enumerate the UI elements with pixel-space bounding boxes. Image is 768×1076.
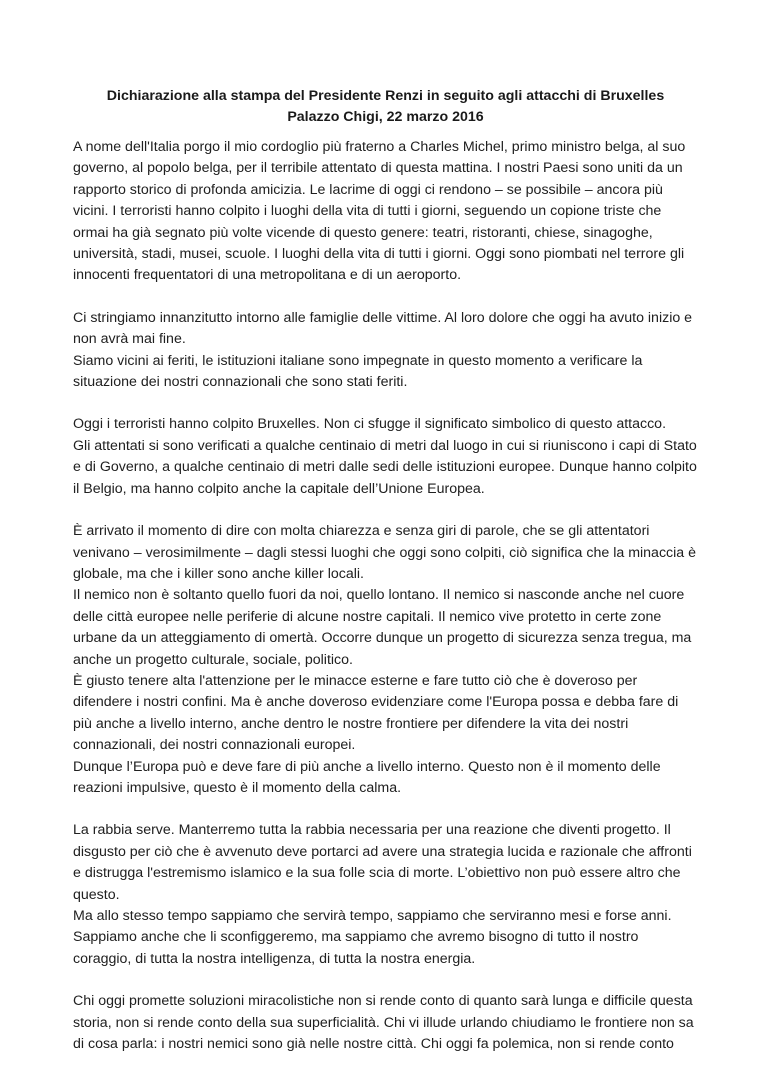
paragraph-text: La rabbia serve. Manterremo tutta la rabbia necessaria per una reazione che diventi progetto. Il disgusto per ciò che è avvenuto deve portarci ad avere una strategia lucida e razionale che affronti e distrugga l'estremismo islamico e la sua folle scia di morte. L’obiettivo non può essere altro che questo. bbox=[73, 822, 692, 903]
paragraph-text: Dunque l’Europa può e deve fare di più anche a livello interno. Questo non è il momento delle reazioni impulsive, questo è il momento della calma. bbox=[73, 758, 661, 796]
paragraph-2 bbox=[73, 308, 698, 394]
paragraph-4 bbox=[73, 521, 698, 799]
paragraph-text: Siamo vicini ai feriti, le istituzioni italiane sono impegnate in questo momento a verificare la situazione dei nostri connazionali che sono stati feriti. bbox=[73, 352, 643, 391]
paragraph-text: Gli attentati si sono verificati a qualche centinaio di metri dal luogo in cui si riuniscono i capi di Stato e di Governo, a qualche centinaio di metri dalle sedi delle istituzioni europee. Dunque hanno colpito il Belgio, ma hanno colpito anche la capitale dell’Unione Europea. bbox=[73, 437, 697, 497]
document-page bbox=[73, 86, 698, 1076]
paragraph-5 bbox=[73, 820, 698, 970]
document-heading bbox=[73, 86, 698, 128]
document-title: Dichiarazione alla stampa del Presidente Renzi in seguito agli attacchi di Bruxelles bbox=[106, 88, 665, 104]
paragraph-text: A nome dell'Italia porgo il mio cordoglio più fraterno a Charles Michel, primo ministro belga, al suo governo, al popolo belga, per il terribile attentato di questa mattina. I nostri Paesi sono uniti da un rapporto storico di profonda amicizia. Le lacrime di oggi ci rendono – se possibile – ancora più vicini. I terroristi hanno colpito i luoghi della vita di tutti i giorni, seguendo un copione triste che ormai ha già segnato più volte vicende di questo genere: teatri, ristoranti, chiese, sinagoghe, università, stadi, musei, scuole. I luoghi della vita di tutti i giorni. Oggi sono piombati nel terrore gli innocenti frequentatori di una metropolitana e di un aeroporto. bbox=[73, 139, 686, 284]
paragraph-text: Ma allo stesso tempo sappiamo che servirà tempo, sappiamo che serviranno mesi e forse anni. Sappiamo anche che li sconfiggeremo, ma sappiamo che avremo bisogno di tutto il nostro coraggio, di tutta la nostra intelligenza, di tutta la nostra energia. bbox=[73, 908, 672, 967]
paragraph-3 bbox=[73, 414, 698, 500]
paragraph-text: Oggi i terroristi hanno colpito Bruxelles. Non ci sfugge il significato simbolico di questo attacco. bbox=[73, 416, 667, 433]
paragraph-text: Chi oggi promette soluzioni miracolistiche non si rende conto di quanto sarà lunga e difficile questa storia, non si rende conto della sua superficialità. Chi vi illude urlando chiudiamo le frontiere non sa di cosa parla: i nostri nemici sono già nelle nostre città. Chi oggi fa polemica, non si rende conto bbox=[73, 993, 694, 1053]
document-subtitle: Palazzo Chigi, 22 marzo 2016 bbox=[287, 109, 484, 125]
paragraph-text: È arrivato il momento di dire con molta chiarezza e senza giri di parole, che se gli attentatori venivano – verosimilmente – dagli stessi luoghi che oggi sono colpiti, ciò significa che la minaccia è globale, ma che i killer sono anche killer locali. bbox=[73, 523, 697, 582]
paragraph-text: Il nemico non è soltanto quello fuori da noi, quello lontano. Il nemico si nasconde anche nel cuore delle città europee nelle periferie di alcune nostre capitali. Il nemico vive protetto in certe zone urbane da un atteggiamento di omertà. Occorre dunque un progetto di sicurezza senza tregua, ma anche un progetto culturale, sociale, politico. bbox=[73, 587, 692, 668]
paragraph-1 bbox=[73, 137, 698, 287]
paragraph-text: È giusto tenere alta l'attenzione per le minacce esterne e fare tutto ciò che è doveroso per difendere i nostri confini. Ma è anche doveroso evidenziare come l'Europa possa e debba fare di più anche a livello interno, anche dentro le nostre frontiere per difendere la vita dei nostri connazionali, dei nostri connazionali europei. bbox=[73, 672, 679, 754]
paragraph-6 bbox=[73, 991, 698, 1055]
paragraph-text: Ci stringiamo innanzitutto intorno alle famiglie delle vittime. Al loro dolore che oggi ha avuto inizio e non avrà mai fine. bbox=[73, 309, 693, 348]
